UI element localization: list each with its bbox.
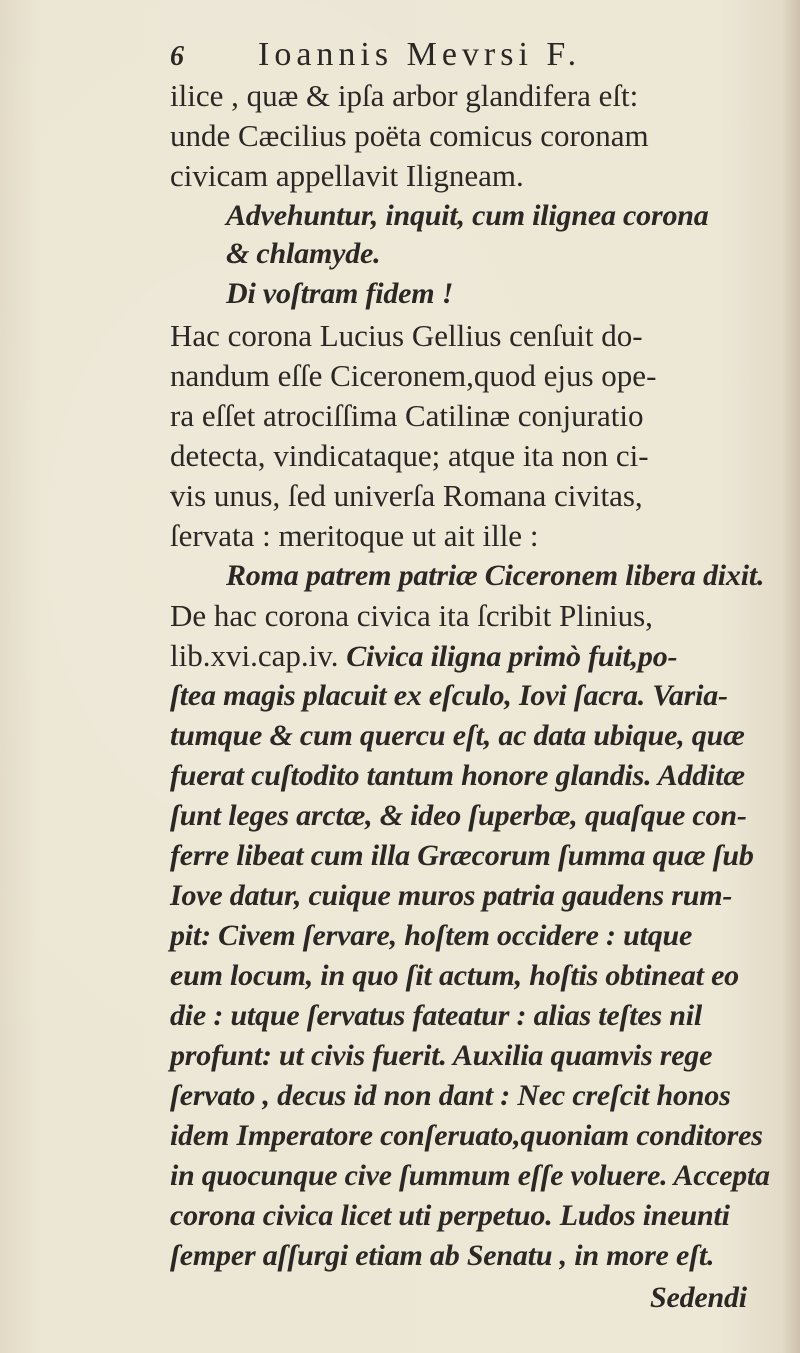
- text-line-roman-part: lib.xvi.cap.iv.: [170, 638, 347, 673]
- text-line: nandum eſſe Ciceronem,quod ejus ope-: [170, 358, 657, 393]
- text-line: & chlamyde.: [226, 237, 381, 270]
- running-head-title: Ioannis Mevrsi F.: [258, 36, 582, 73]
- text-line: tumque & cum quercu eſt, ac data ubique, quæ: [170, 719, 745, 752]
- text-line: Di voſtram fidem !: [226, 277, 454, 310]
- text-line: detecta, vindicataque; atque ita non ci-: [170, 438, 649, 473]
- text-line: ferre libeat cum illa Græcorum ſumma quæ ſub: [170, 839, 754, 872]
- text-line: idem Imperatore conſeruato,quoniam conditores: [170, 1119, 763, 1152]
- text-line: ſtea magis placuit ex eſculo, Iovi ſacra. Varia-: [170, 679, 728, 712]
- text-line-italic-part: Civica iligna primò fuit,po-: [346, 640, 678, 673]
- text-line: unde Cæcilius poëta comicus coronam: [170, 118, 649, 153]
- text-line: ilice , quæ & ipſa arbor glandifera eſt:: [170, 78, 639, 113]
- text-line: ra eſſet atrociſſima Catilinæ conjuratio: [170, 398, 644, 433]
- text-line: Roma patrem patriæ Ciceronem libera dixit.: [226, 559, 765, 592]
- text-line: vis unus, ſed univerſa Romana civitas,: [170, 478, 643, 513]
- text-line-mixed: [170, 638, 677, 674]
- text-line: eum locum, in quo ſit actum, hoſtis obtineat eo: [170, 959, 739, 992]
- text-block: [170, 36, 770, 1314]
- text-line: pit: Civem ſervare, hoſtem occidere : utque: [170, 919, 693, 952]
- text-line: profunt: ut civis fuerit. Auxilia quamvis rege: [170, 1039, 713, 1072]
- text-line: De hac corona civica ita ſcribit Plinius,: [170, 598, 653, 633]
- text-line: in quocunque cive ſummum eſſe voluere. Accepta: [170, 1159, 770, 1192]
- page-number: 6: [170, 41, 186, 72]
- text-line: ſemper aſſurgi etiam ab Senatu , in more eſt.: [170, 1239, 715, 1272]
- text-line: ſunt leges arctæ, & ideo ſuperbæ, quaſque con-: [170, 799, 747, 832]
- text-line: Hac corona Lucius Gellius cenſuit do-: [170, 318, 643, 353]
- page-edge-shadow: [782, 0, 800, 1353]
- text-line: corona civica licet uti perpetuo. Ludos ineunti: [170, 1199, 730, 1232]
- running-head: [170, 36, 770, 74]
- text-line: Advehuntur, inquit, cum ilignea corona: [226, 199, 709, 232]
- text-line: fuerat cuſtodito tantum honore glandis. Additæ: [170, 759, 745, 792]
- text-line: civicam appellavit Iligneam.: [170, 158, 524, 193]
- catchword: Sedendi: [650, 1281, 747, 1314]
- text-line: ſervato , decus id non dant : Nec creſcit honos: [170, 1079, 731, 1112]
- text-line: ſervata : meritoque ut ait ille :: [170, 518, 539, 553]
- text-line: Iove datur, cuique muros patria gaudens rum-: [170, 879, 733, 912]
- text-line: die : utque ſervatus fateatur : alias teſtes nil: [170, 999, 703, 1032]
